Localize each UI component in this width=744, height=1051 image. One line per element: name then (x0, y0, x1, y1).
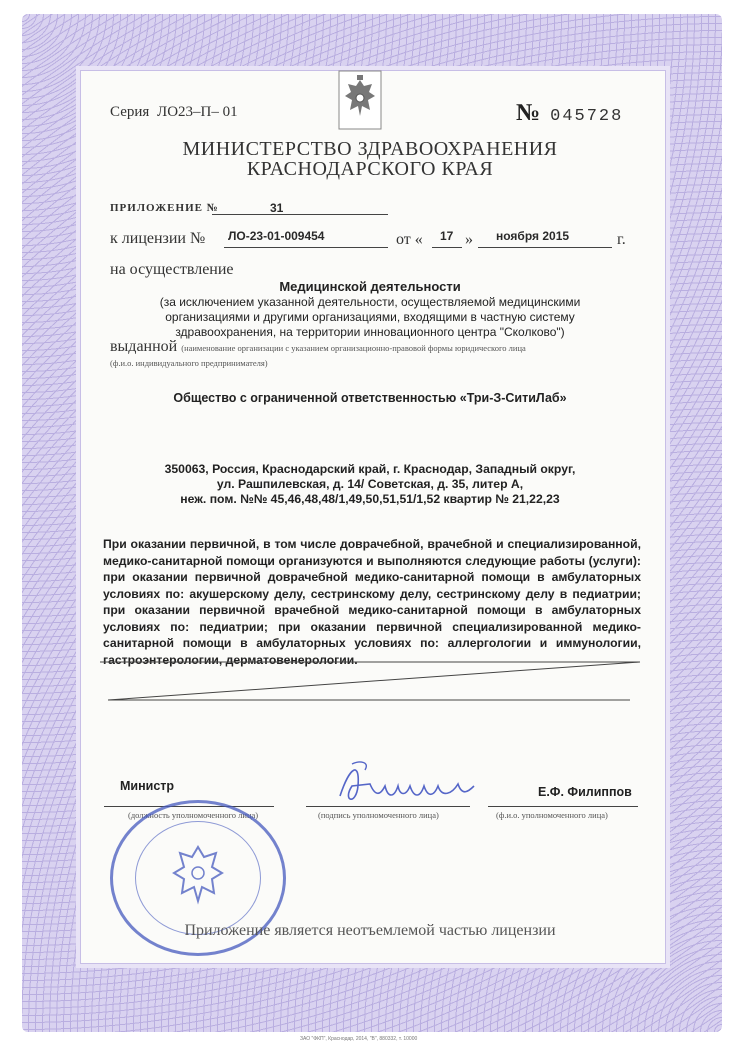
activity-label: на осуществление (110, 261, 234, 278)
footer-statement: Приложение является неотъемлемой частью лицензии (184, 922, 556, 939)
month-underline (478, 247, 612, 248)
position-note: (должность уполномоченного лица) (128, 810, 259, 820)
issued-label: выданной (110, 338, 178, 355)
address-line-2: ул. Рашпилевская, д. 14/ Советская, д. 35, литер А, (216, 477, 524, 491)
works-text: При оказании первичной, в том числе доврачебной, врачебной и специализированной, медико-санитарной помощи организуются и выполняются следующие работы (услуги): при оказании первичной доврачебной медико-санитарной помощи в амбулаторных условиях по: акушерскому делу, сестринскому делу, сестринскому делу в педиатрии; при оказании первичной врачебной медико-санитарной помощи в амбулаторных условиях по: педиатрии; при оказании первичной специализированной медико-санитарной помощи в амбулаторных условиях по: аллергологии и иммунологии, гастроэнтерологии, дерматовенерологии. (103, 537, 641, 667)
activity-line-1: (за исключением указанной деятельности, осуществляемой медицинскими (159, 295, 581, 309)
issued-note-2: (ф.и.о. индивидуального предпринимателя) (110, 358, 268, 368)
activity-line-2: организациями и другими организациями, входящими в частную систему (165, 310, 575, 324)
ministry-line-2: КРАСНОДАРСКОГО КРАЯ (246, 158, 494, 180)
signature-note: (подпись уполномоченного лица) (318, 810, 439, 820)
ministry-line-1: МИНИСТЕРСТВО ЗДРАВООХРАНЕНИЯ (182, 138, 558, 160)
number-sign: № (516, 100, 541, 126)
appendix-label: ПРИЛОЖЕНИЕ № (110, 202, 219, 214)
appendix-underline (212, 214, 388, 215)
signatory-position: Министр (120, 779, 175, 793)
blank-number: 045728 (550, 107, 624, 126)
license-month-year: ноября 2015 (496, 229, 570, 243)
day-underline (432, 247, 462, 248)
series-value: ЛО23–П– 01 (157, 104, 238, 120)
address-line-1: 350063, Россия, Краснодарский край, г. Краснодар, Западный округ, (164, 462, 576, 476)
activity-line-3: здравоохранения, на территории инновационного центра "Сколково") (175, 325, 565, 339)
coat-of-arms-icon (338, 70, 382, 130)
license-day: 17 (440, 229, 454, 243)
print-info: ЗАО "ФКП", Краснодар, 2014, "В", 880332, т. 10000 (300, 1036, 418, 1042)
handwritten-signature (330, 756, 480, 816)
signatory-name: Е.Ф. Филиппов (538, 785, 632, 799)
license-from: от « (396, 231, 423, 248)
z-strike-line (100, 660, 645, 705)
license-year-suffix: г. (617, 231, 626, 248)
activity-title: Медицинской деятельности (279, 279, 461, 294)
name-note: (ф.и.о. уполномоченного лица) (496, 810, 608, 820)
issued-note-1: (наименование организации с указанием организационно-правовой формы юридического лица (181, 343, 526, 353)
name-underline (488, 806, 638, 807)
appendix-number: 31 (270, 201, 284, 215)
license-prefix: к лицензии № (110, 230, 206, 247)
address-line-3: неж. пом. №№ 45,46,48,48/1,49,50,51,51/1,52 квартир № 21,22,23 (180, 492, 560, 506)
license-close-quote: » (465, 231, 473, 248)
series-label: Серия (110, 104, 150, 120)
license-underline (224, 247, 388, 248)
license-number: ЛО-23-01-009454 (228, 229, 325, 243)
organization-name: Общество с ограниченной ответственностью «Три-З-СитиЛаб» (173, 391, 567, 405)
